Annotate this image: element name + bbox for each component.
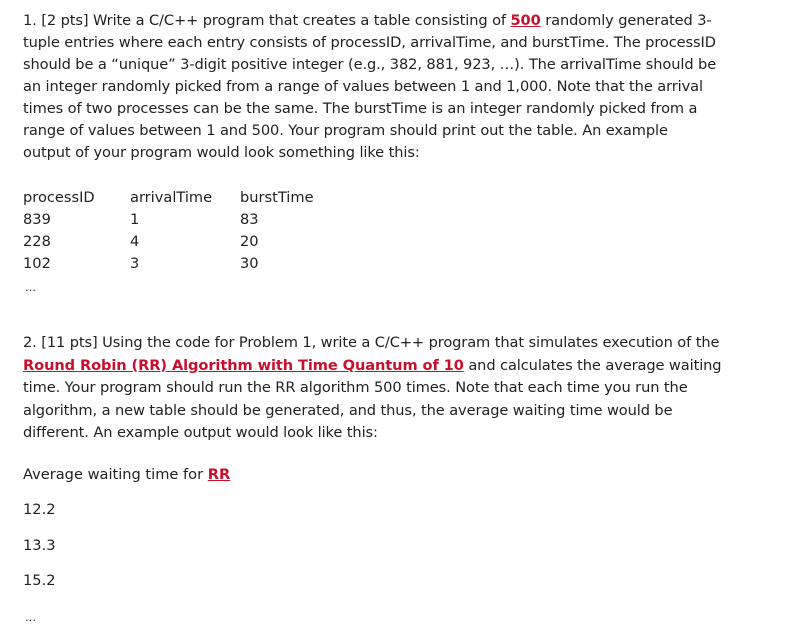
table-ellipsis: … (25, 281, 35, 294)
table-cell: 30 (240, 255, 259, 272)
problem-2-line-1: 2. [11 pts] Using the code for Problem 1, write a C/C++ program that simulates execution of the (23, 334, 720, 351)
output-value: 12.2 (23, 501, 56, 518)
table-cell: 3 (130, 255, 140, 272)
problem-1-line-2: tuple entries where each entry consists of processID, arrivalTime, and burstTime. The processID (23, 34, 716, 51)
table-header-arrivaltime: arrivalTime (130, 189, 213, 206)
table-cell: 20 (240, 233, 259, 250)
problem-2-text (23, 332, 721, 445)
problem-1-line-3: should be a “unique” 3-digit positive integer (e.g., 382, 881, 923, …). The arrivalTime should be (23, 56, 717, 73)
problem-1-line-7: output of your program would look something like this: (23, 144, 420, 161)
problem-1-line-4: an integer randomly picked from a range of values between 1 and 1,000. Note that the arrival (23, 78, 703, 95)
highlight-rr: RR (207, 466, 231, 483)
output-ellipsis: … (25, 611, 35, 624)
problem-2-line-3: time. Your program should run the RR algorithm 500 times. Note that each time you run the (23, 379, 688, 397)
table-cell: 83 (240, 211, 259, 228)
table-header-processid: processID (23, 189, 95, 206)
table-cell: 228 (23, 233, 51, 250)
table-header-bursttime: burstTime (240, 189, 314, 206)
output-value: 13.3 (23, 537, 56, 554)
problem-2-line-4: algorithm, a new table should be generated, and thus, the average waiting time would be (23, 401, 673, 419)
highlight-rr-algorithm: Round Robin (RR) Algorithm with Time Quantum of 10 (23, 356, 464, 374)
table-cell: 1 (130, 211, 140, 228)
problem-1-line-5: times of two processes can be the same. The burstTime is an integer randomly picked from a (23, 100, 698, 117)
problem-2-line-2: Round Robin (RR) Algorithm with Time Quantum of 10 and calculates the average waiting (23, 356, 722, 374)
output-label: Average waiting time for RR (23, 466, 231, 483)
problem-2-line-5: different. An example output would look like this: (23, 424, 378, 442)
highlight-500: 500 (510, 12, 541, 29)
problem-1-text (23, 10, 716, 164)
problem-1-line-6: range of values between 1 and 500. Your program should print out the table. An example (23, 122, 668, 139)
problem-1-line-1: 1. [2 pts] Write a C/C++ program that creates a table consisting of 500 randomly generated 3- (23, 12, 712, 29)
table-cell: 102 (23, 255, 51, 272)
output-value: 15.2 (23, 572, 56, 589)
table-cell: 839 (23, 211, 51, 228)
table-cell: 4 (130, 233, 140, 250)
